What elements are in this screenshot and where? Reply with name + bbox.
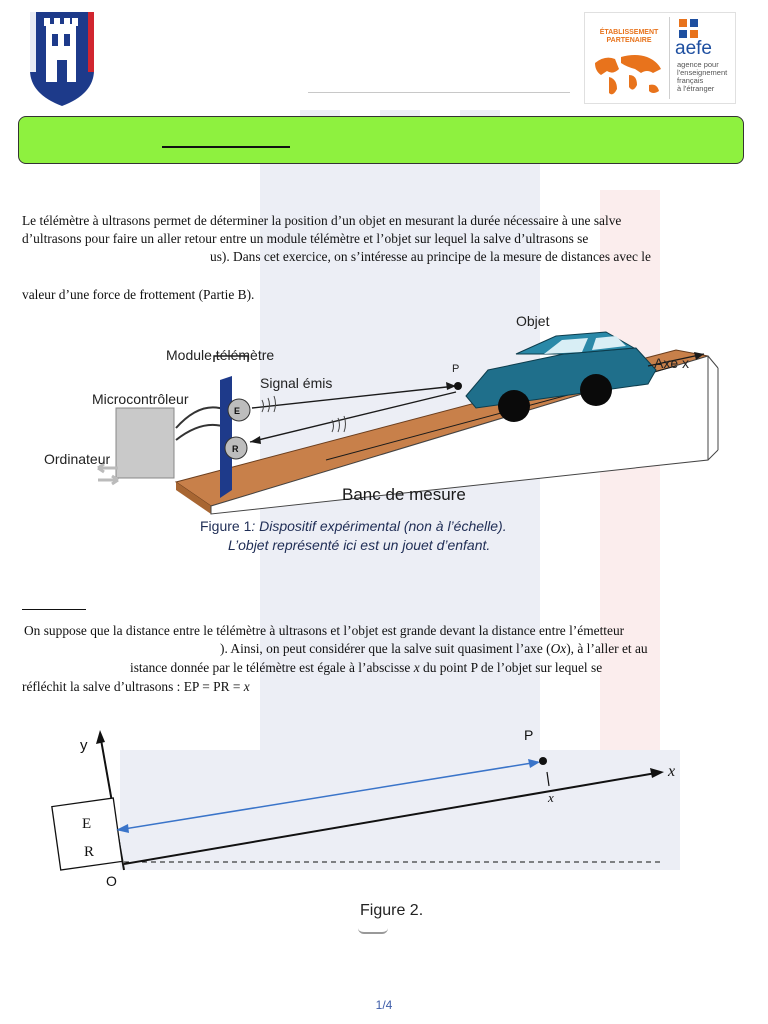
intro-line-2: d’ultrasons pour faire un aller retour entre un module télémètre et l’objet sur lequel la salve d’ultrasons se bbox=[22, 231, 589, 246]
title-banner bbox=[18, 116, 744, 164]
figure-2-caption: Figure 2. bbox=[360, 902, 424, 919]
tick-at-p bbox=[547, 772, 549, 786]
label-module: Module télémètre bbox=[166, 347, 275, 363]
label-p: P bbox=[452, 363, 460, 375]
figure-1-setup bbox=[36, 310, 736, 525]
fig2-label-o: O bbox=[106, 873, 117, 889]
fig2-label-e: E bbox=[82, 816, 92, 832]
caption-decoration bbox=[358, 928, 388, 934]
page-number: 1/4 bbox=[375, 998, 393, 1012]
section-divider bbox=[22, 609, 86, 610]
label-signal: Signal émis bbox=[260, 375, 333, 391]
aefe-wordmark: aefe bbox=[675, 38, 712, 59]
point-p-marker bbox=[454, 382, 462, 390]
intro-line-4: valeur d’une force de frottement (Partie B). bbox=[22, 287, 255, 302]
label-ordi: Ordinateur bbox=[44, 451, 111, 467]
aefe-sub-line1: agence pour bbox=[677, 60, 719, 69]
computer-link-arrows bbox=[98, 464, 118, 484]
label-e: E bbox=[234, 406, 241, 416]
logo-separator bbox=[669, 17, 670, 99]
partner-label-line2: PARTENAIRE bbox=[606, 37, 652, 44]
section2-line-2-end: ), à l’aller et au bbox=[566, 641, 648, 656]
section2-line-1: On suppose que la distance entre le télémètre à ultrasons et l’objet est grande devant la distance entre l’émetteur bbox=[24, 623, 625, 638]
school-crest-logo bbox=[26, 10, 98, 108]
figure-1-caption-prefix: Figure 1 bbox=[200, 518, 252, 534]
intro-line-3: us). Dans cet exercice, on s’intéresse au principe de la mesure de distances avec le bbox=[210, 249, 651, 264]
aefe-sub-line2: l'enseignement bbox=[677, 68, 728, 77]
world-map-icon bbox=[591, 49, 667, 99]
section2-line-4-text: réfléchit la salve d’ultrasons : EP = PR = bbox=[22, 679, 241, 694]
section2-line-3 bbox=[130, 659, 602, 677]
point-p bbox=[539, 757, 547, 765]
label-r: R bbox=[232, 444, 239, 454]
axis-ox: Ox bbox=[550, 641, 567, 656]
abscissa-x: x bbox=[413, 660, 420, 675]
intro-line-1: Le télémètre à ultrasons permet de déterminer la position d’un objet en mesurant la durée nécessaire à une salve bbox=[22, 213, 622, 228]
label-banc: Banc de mesure bbox=[342, 485, 466, 504]
section2-line-3-text: istance donnée par le télémètre est égale à l’abscisse bbox=[130, 660, 411, 675]
section2-line-3-end: du point P de l’objet sur lequel se bbox=[423, 660, 603, 675]
label-objet: Objet bbox=[516, 313, 550, 329]
section2-line-4 bbox=[22, 678, 250, 696]
fig2-label-r: R bbox=[84, 844, 95, 860]
figure-1-caption-text: : Dispositif expérimental (non à l’échelle). bbox=[251, 518, 507, 534]
partner-label-line1: ÉTABLISSEMENT bbox=[599, 29, 659, 36]
section2-line-2 bbox=[220, 640, 648, 658]
label-micro: Microcontrôleur bbox=[92, 391, 189, 407]
figure-2-diagram bbox=[44, 720, 704, 890]
fig2-label-x-distance: x bbox=[548, 790, 554, 805]
header-divider bbox=[308, 92, 570, 93]
label-axe-x: Axe x bbox=[654, 355, 690, 371]
fig2-label-x-axis: x bbox=[668, 763, 676, 780]
aefe-logo bbox=[584, 12, 736, 104]
fig2-label-p: P bbox=[524, 727, 534, 743]
ultrasound-waves bbox=[262, 396, 346, 432]
microcontroller-box bbox=[116, 408, 174, 478]
salve-path-arrow bbox=[118, 762, 538, 830]
figure-1-caption bbox=[200, 518, 507, 534]
aefe-sub-line3: français bbox=[677, 76, 704, 85]
figure-1-caption-line2: L’objet représenté ici est un jouet d’enfant. bbox=[228, 537, 491, 553]
title-underline bbox=[162, 146, 290, 148]
telemeter-module bbox=[220, 376, 232, 498]
section2-line-2-text: ). Ainsi, on peut considérer que la salve suit quasiment l’axe ( bbox=[220, 641, 551, 656]
aefe-sub-line4: à l'étranger bbox=[677, 84, 715, 93]
equation-x: x bbox=[243, 679, 250, 694]
fig2-label-y: y bbox=[80, 737, 88, 754]
